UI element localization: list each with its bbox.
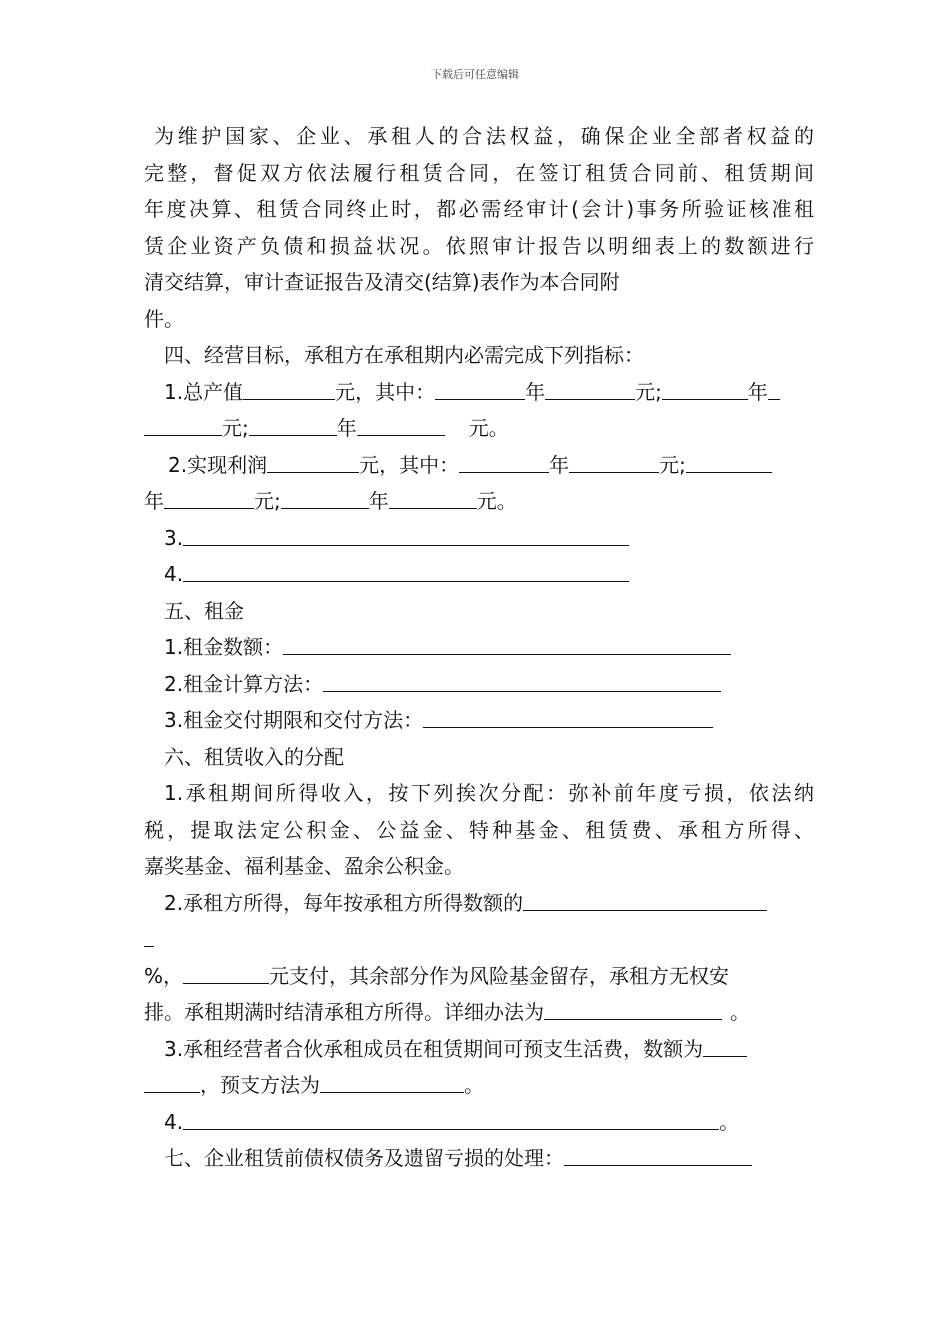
blank-field[interactable] bbox=[320, 1072, 464, 1093]
blank-field[interactable] bbox=[267, 452, 359, 473]
form-line bbox=[144, 994, 814, 1031]
label: 1.总产值 bbox=[164, 379, 244, 404]
form-line bbox=[144, 702, 814, 739]
label: 元; bbox=[635, 379, 662, 404]
form-line bbox=[144, 666, 814, 703]
blank-field[interactable] bbox=[459, 452, 549, 473]
label: 元。 bbox=[476, 489, 517, 513]
blank-field[interactable] bbox=[183, 525, 629, 546]
label: 年 bbox=[549, 452, 570, 477]
section-heading: 六、租赁收入的分配 bbox=[164, 744, 344, 769]
blank-field[interactable] bbox=[662, 379, 748, 400]
blank-field[interactable] bbox=[249, 415, 337, 436]
document-body bbox=[144, 118, 814, 1177]
blank-field[interactable] bbox=[389, 488, 477, 509]
form-line bbox=[144, 410, 814, 447]
label: 2.实现利润 bbox=[168, 452, 268, 477]
blank-field[interactable] bbox=[523, 890, 767, 911]
paragraph-line: 年度决算、租赁合同终止时，都必需经审计(会计)事务所验证核准租 bbox=[144, 197, 814, 221]
blank-field[interactable] bbox=[323, 671, 721, 692]
blank-field[interactable] bbox=[423, 707, 713, 728]
label: 元，其中： bbox=[359, 452, 460, 477]
form-line bbox=[144, 447, 814, 484]
label: 元; bbox=[659, 452, 686, 477]
label: 排。承租期满时结清承租方所得。详细办法为 bbox=[144, 1000, 544, 1024]
blank-field[interactable] bbox=[564, 1145, 752, 1166]
label: 元; bbox=[222, 416, 249, 440]
label: 2.租金计算方法： bbox=[164, 671, 324, 696]
section-heading: 五、租金 bbox=[164, 598, 244, 623]
label: ，预支方法为 bbox=[200, 1073, 320, 1097]
section-heading: 四、经营目标，承租方在承租期内必需完成下列指标： bbox=[164, 343, 644, 367]
paragraph-line: 税，提取法定公积金、公益金、特种基金、租赁费、承租方所得、 bbox=[144, 817, 814, 842]
page-header: 下载后可任意编辑 bbox=[431, 68, 519, 81]
form-line bbox=[144, 374, 814, 411]
label: 4. bbox=[164, 562, 184, 586]
label: 元，其中： bbox=[335, 379, 436, 404]
label: 。 bbox=[730, 1000, 750, 1024]
form-line bbox=[144, 1104, 814, 1141]
label: 元; bbox=[254, 489, 281, 513]
blank-field[interactable] bbox=[357, 415, 445, 436]
label: %， bbox=[144, 963, 184, 988]
label: 4. bbox=[164, 1109, 184, 1134]
paragraph-line: 清交结算，审计查证报告及清交(结算)表作为本合同附 bbox=[144, 270, 620, 294]
form-line bbox=[144, 483, 814, 520]
blank-field[interactable] bbox=[569, 452, 659, 473]
blank-field[interactable] bbox=[703, 1036, 747, 1057]
paragraph-line: 件。 bbox=[144, 306, 184, 331]
blank-field[interactable] bbox=[243, 379, 335, 400]
label: 元支付，其余部分作为风险基金留存，承租方无权安 bbox=[269, 963, 730, 988]
label: 年 bbox=[144, 489, 164, 513]
section-heading: 七、企业租赁前债权债务及遗留亏损的处理： bbox=[164, 1146, 564, 1170]
label: 。 bbox=[464, 1073, 484, 1097]
label: 年 bbox=[336, 416, 357, 440]
label: 元。 bbox=[468, 416, 509, 440]
form-line bbox=[144, 556, 814, 593]
blank-field[interactable] bbox=[183, 963, 269, 984]
form-line bbox=[144, 1067, 814, 1104]
label: 年 bbox=[368, 489, 389, 513]
blank-field[interactable] bbox=[183, 561, 629, 582]
paragraph-line: 完整，督促双方依法履行租赁合同，在签订租赁合同前、租赁期间 bbox=[144, 160, 814, 185]
label: 2.承租方所得，每年按承租方所得数额的 bbox=[164, 890, 524, 915]
paragraph-line: 赁企业资产负债和损益状况。依照审计报告以明细表上的数额进行 bbox=[144, 233, 814, 258]
blank-field[interactable] bbox=[144, 926, 154, 947]
label: 。 bbox=[719, 1109, 740, 1134]
label: 3.租金交付期限和交付方法： bbox=[164, 708, 424, 732]
blank-field[interactable] bbox=[283, 634, 731, 655]
blank-field[interactable] bbox=[544, 999, 722, 1020]
label: 3.承租经营者合伙承租成员在租赁期间可预支生活费，数额为 bbox=[164, 1036, 704, 1061]
form-line bbox=[144, 1140, 814, 1177]
form-line bbox=[144, 520, 814, 557]
label: 3. bbox=[164, 525, 184, 550]
paragraph-line: 嘉奖基金、福利基金、盈余公积金。 bbox=[144, 854, 464, 878]
form-line bbox=[144, 629, 814, 666]
form-line bbox=[144, 921, 814, 958]
blank-field[interactable] bbox=[281, 488, 369, 509]
blank-field[interactable] bbox=[435, 379, 525, 400]
label: 年 bbox=[525, 379, 546, 404]
blank-field[interactable] bbox=[144, 415, 222, 436]
form-line bbox=[144, 885, 814, 922]
form-line bbox=[144, 958, 814, 995]
paragraph-line: 为维护国家、企业、承租人的合法权益，确保企业全部者权益的 bbox=[154, 124, 814, 148]
blank-field[interactable] bbox=[183, 1109, 719, 1130]
blank-field[interactable] bbox=[686, 452, 772, 473]
blank-field[interactable] bbox=[545, 379, 635, 400]
blank-field[interactable] bbox=[164, 488, 254, 509]
form-line bbox=[144, 1031, 814, 1068]
blank-field[interactable] bbox=[144, 1072, 200, 1093]
paragraph-line: 1.承租期间所得收入，按下列挨次分配：弥补前年度亏损，依法纳 bbox=[164, 781, 814, 805]
label: 年 bbox=[747, 379, 768, 404]
label: 1.租金数额： bbox=[164, 635, 284, 659]
blank-field[interactable] bbox=[768, 379, 780, 400]
